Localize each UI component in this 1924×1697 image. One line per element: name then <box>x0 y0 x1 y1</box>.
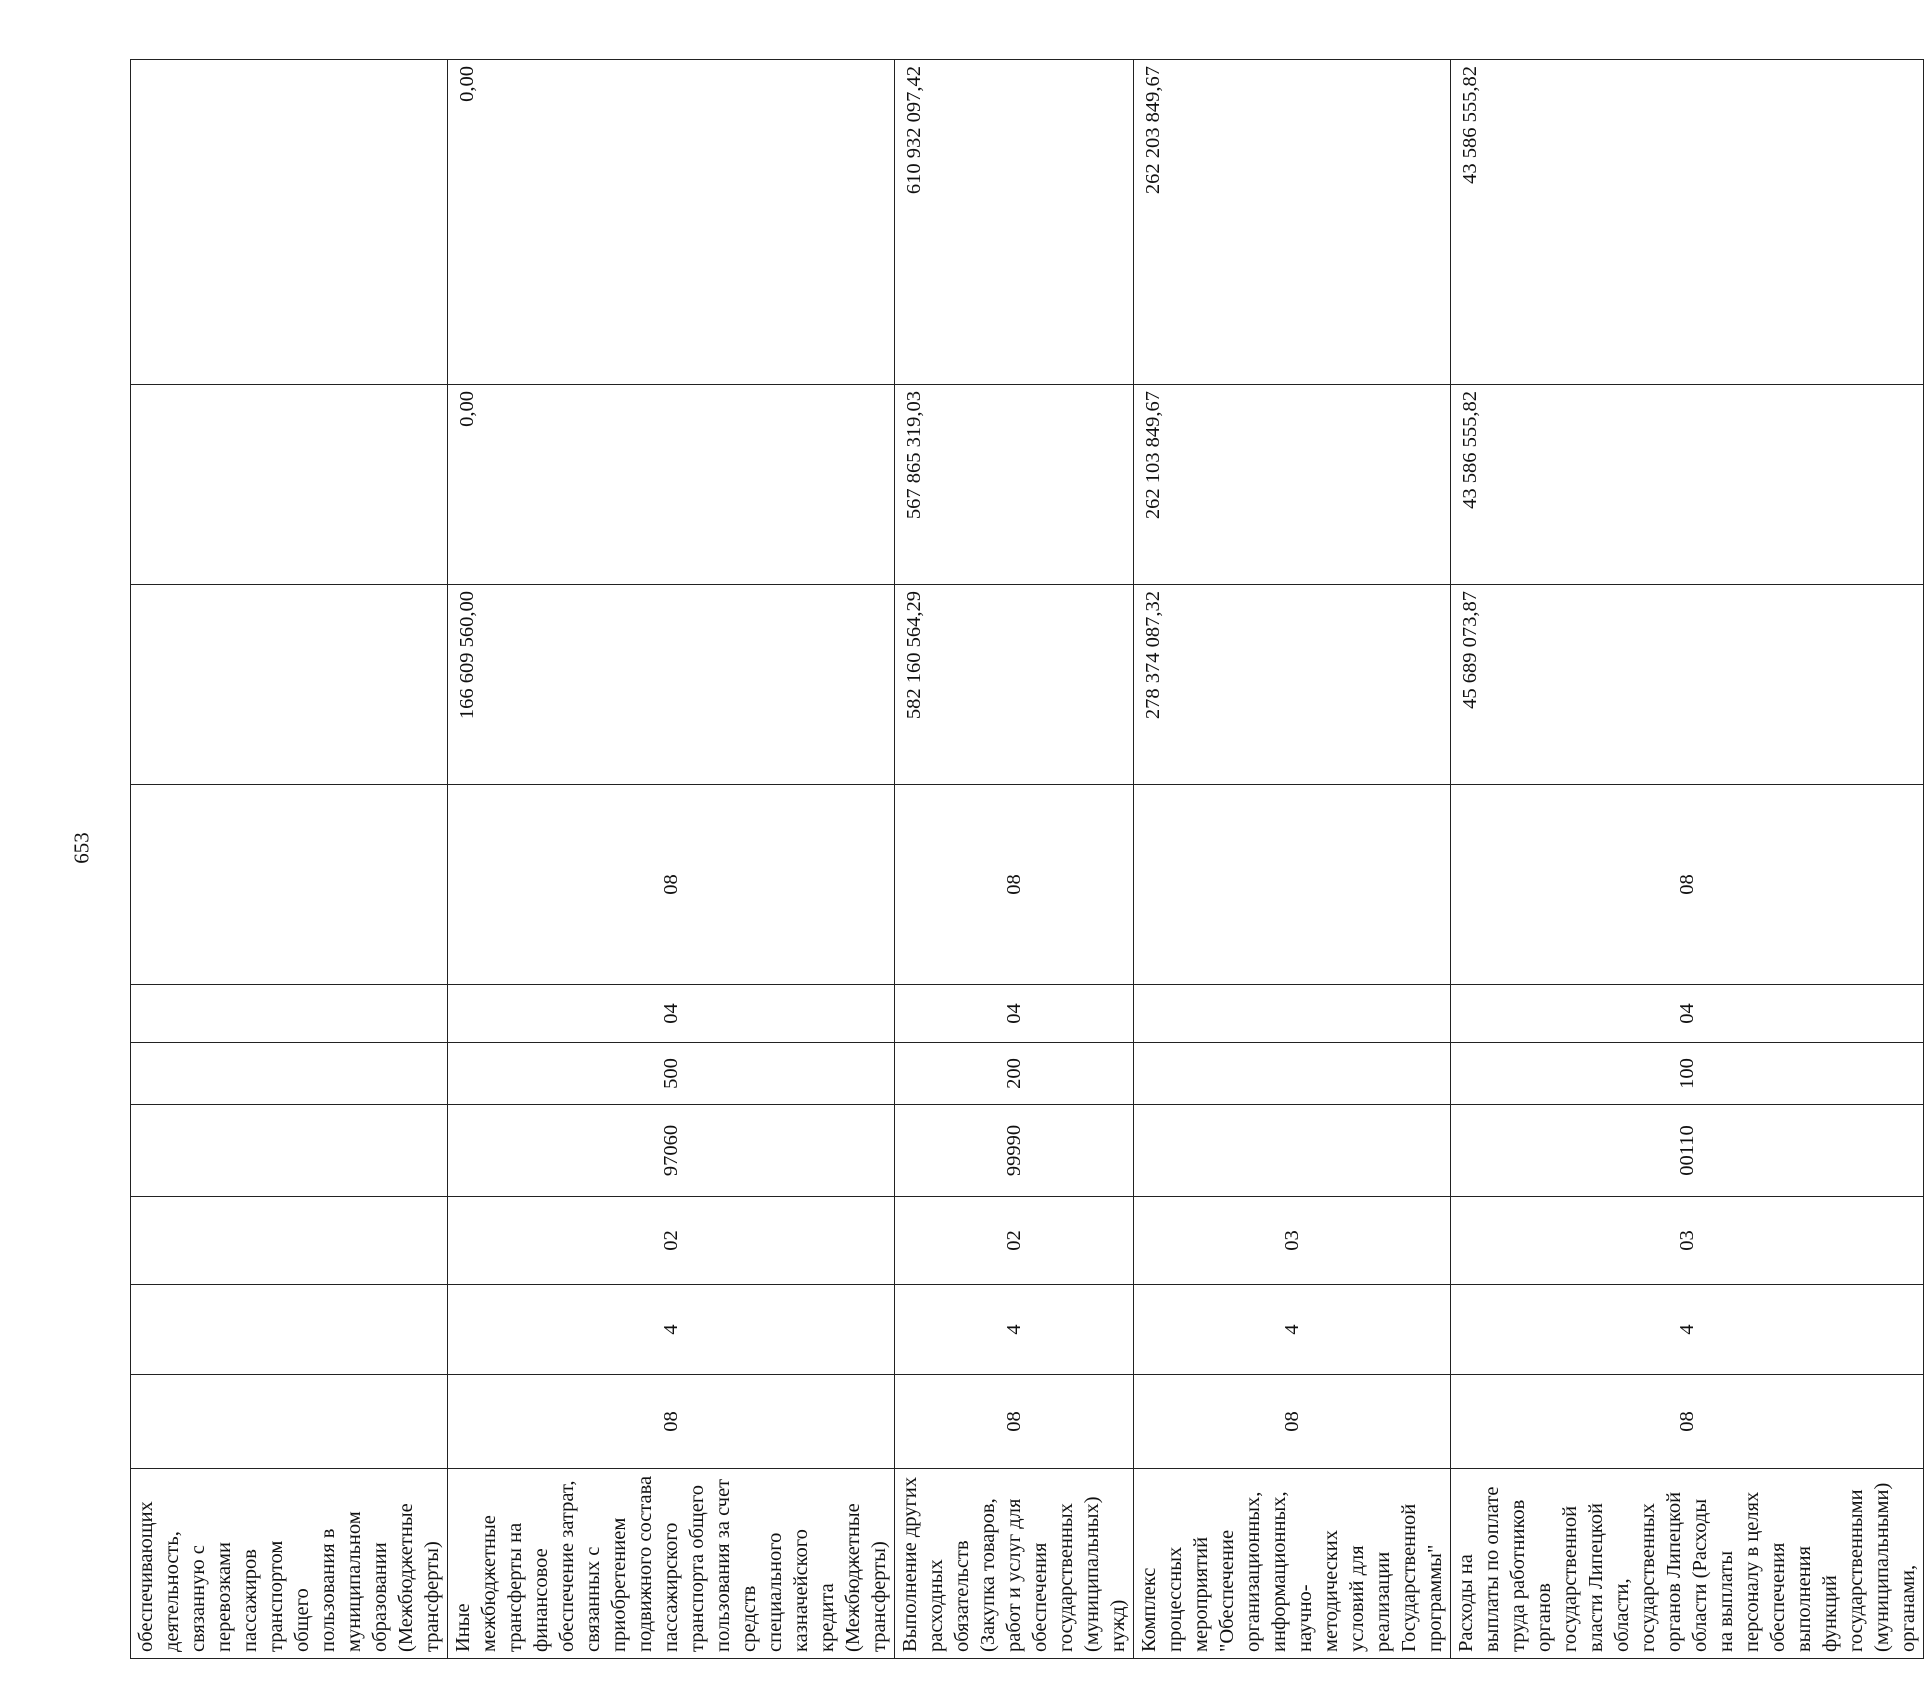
budget-table <box>130 59 1919 1659</box>
description-cell: Комплекс процессных мероприятий "Обеспечение организационных, информационных, научно-методических условий для реализации Государственной программы" <box>1134 1469 1451 1659</box>
code-cell-3: 02 <box>448 1197 895 1285</box>
code-cell-2: 4 <box>1451 1285 1924 1375</box>
code-cell-2: 4 <box>448 1285 895 1375</box>
code-cell-7: 08 <box>1451 785 1924 985</box>
description-cell: Выполнение других расходных обязательств (Закупка товаров, работ и услуг для обеспечения государственных (муниципальных) нужд) <box>895 1469 1134 1659</box>
code-cell-7: 08 <box>448 785 895 985</box>
code-cell-6: 04 <box>448 985 895 1043</box>
amount-cell-2: 43 586 555,82 <box>1451 385 1924 585</box>
code-cell-2: 4 <box>895 1285 1134 1375</box>
code-cell-7: 08 <box>895 785 1134 985</box>
code-cell-5 <box>131 1043 448 1105</box>
amount-cell-2: 262 103 849,67 <box>1134 385 1451 585</box>
code-cell-6: 04 <box>1451 985 1924 1043</box>
amount-cell-1: 166 609 560,00 <box>448 585 895 785</box>
description-cell: Расходы на выплаты по оплате труда работников органов государственной власти Липецкой области, государственных органов Липецкой области (Расходы на выплаты персоналу в целях обеспечения выполнения функций государственными (муниципальными) органами, <box>1451 1469 1924 1659</box>
code-cell-3: 02 <box>895 1197 1134 1285</box>
amount-cell-1 <box>131 585 448 785</box>
code-cell-7 <box>1134 785 1451 985</box>
code-cell-3: 03 <box>1451 1197 1924 1285</box>
amount-cell-1: 582 160 564,29 <box>895 585 1134 785</box>
code-cell-2: 4 <box>1134 1285 1451 1375</box>
code-cell-7 <box>131 785 448 985</box>
code-cell-4 <box>1134 1105 1451 1197</box>
amount-cell-3: 262 203 849,67 <box>1134 60 1451 385</box>
code-cell-5: 100 <box>1451 1043 1924 1105</box>
expenditure-table <box>130 59 1924 1659</box>
code-cell-1: 08 <box>1451 1375 1924 1469</box>
table-row <box>131 60 448 1659</box>
amount-cell-3: 0,00 <box>448 60 895 385</box>
amount-cell-3 <box>131 60 448 385</box>
code-cell-1: 08 <box>448 1375 895 1469</box>
code-cell-5: 200 <box>895 1043 1134 1105</box>
amount-cell-1: 278 374 087,32 <box>1134 585 1451 785</box>
description-cell: обеспечивающих деятельность, связанную с перевозками пассажиров транспортом общего пользования в муниципальном образовании (Межбюджетные трансферты) <box>131 1469 448 1659</box>
code-cell-4: 00110 <box>1451 1105 1924 1197</box>
code-cell-1: 08 <box>895 1375 1134 1469</box>
amount-cell-3: 43 586 555,82 <box>1451 60 1924 385</box>
code-cell-3: 03 <box>1134 1197 1451 1285</box>
table-row <box>448 60 895 1659</box>
code-cell-4 <box>131 1105 448 1197</box>
amount-cell-1: 45 689 073,87 <box>1451 585 1924 785</box>
code-cell-6 <box>131 985 448 1043</box>
amount-cell-3: 610 932 097,42 <box>895 60 1134 385</box>
code-cell-5: 500 <box>448 1043 895 1105</box>
code-cell-4: 99990 <box>895 1105 1134 1197</box>
amount-cell-2 <box>131 385 448 585</box>
table-row <box>1134 60 1451 1659</box>
code-cell-6 <box>1134 985 1451 1043</box>
table-body <box>131 60 1924 1659</box>
code-cell-3 <box>131 1197 448 1285</box>
code-cell-6: 04 <box>895 985 1134 1043</box>
code-cell-2 <box>131 1285 448 1375</box>
table-row <box>1451 60 1924 1659</box>
description-cell: Иные межбюджетные трансферты на финансовое обеспечение затрат, связанных с приобретением подвижного состава пассажирского транспорта общего пользования за счет средств специального казначейского кредита (Межбюджетные трансферты) <box>448 1469 895 1659</box>
amount-cell-2: 567 865 319,03 <box>895 385 1134 585</box>
table-row <box>895 60 1134 1659</box>
amount-cell-2: 0,00 <box>448 385 895 585</box>
code-cell-1 <box>131 1375 448 1469</box>
code-cell-4: 97060 <box>448 1105 895 1197</box>
page-number: 653 <box>69 832 94 864</box>
code-cell-1: 08 <box>1134 1375 1451 1469</box>
code-cell-5 <box>1134 1043 1451 1105</box>
